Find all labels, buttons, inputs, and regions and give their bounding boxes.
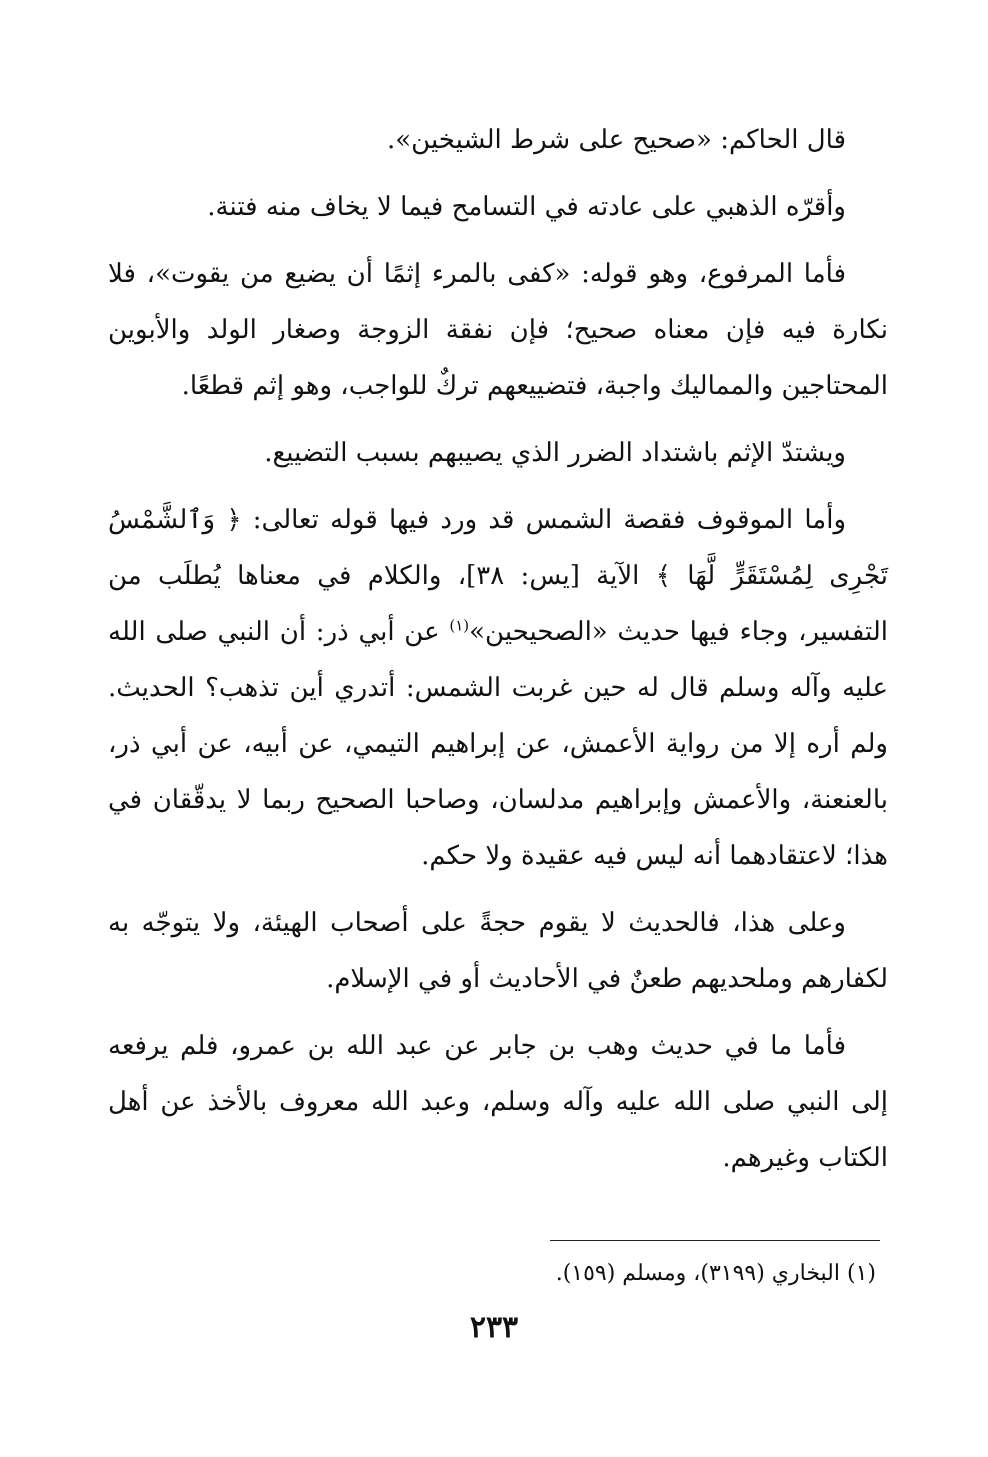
page-body [108, 112, 888, 1197]
paragraph-marfu: فأما المرفوع، وهو قوله: «كفى بالمرء إثمًا أن يضيع من يقوت»، فلا نكارة فيه فإن معناه صحيح؛ فإن نفقة الزوجة وصغار الولد والأبوين المحتاجين والمماليك واجبة، فتضييعهم تركٌ للواجب، وهو إثم قطعًا. [108, 259, 888, 401]
footnote-marker[interactable]: (١) [449, 616, 470, 635]
paragraph-wahb: فأما ما في حديث وهب بن جابر عن عبد الله بن عمرو، فلم يرفعه إلى النبي صلى الله عليه وآله وسلم، وعبد الله معروف بالأخذ عن أهل الكتاب وغيرهم. [108, 1031, 888, 1173]
page-number: ٢٣٣ [469, 1310, 519, 1345]
paragraph-ala-hadha: وعلى هذا، فالحديث لا يقوم حجةً على أصحاب الهيئة، ولا يتوجّه به لكفارهم وملحديهم طعنٌ في الأحاديث أو في الإسلام. [108, 908, 888, 994]
paragraph-hakim: قال الحاكم: «صحيح على شرط الشيخين». [387, 125, 846, 155]
footnote: (١) البخاري (٣١٩٩)، ومسلم (١٥٩). [555, 1261, 876, 1286]
paragraph-mawquf-rest: عن أبي ذر: أن النبي صلى الله عليه وآله وسلم قال له حين غربت الشمس: أتدري أين تذهب؟ الحديث. ولم أره إلا من رواية الأعمش، عن إبراهيم التيمي، عن أبيه، عن أبي ذر، بالعنعنة، والأعمش وإبراهيم مدلسان، وصاحبا الصحيح ربما لا يدقّقان في هذا؛ لاعتقادهما أنه ليس فيه عقيدة ولا حكم. [108, 617, 888, 871]
paragraph-dhahabi: وأقرّه الذهبي على عادته في التسامح فيما لا يخاف منه فتنة. [207, 192, 846, 222]
paragraph-tashdid: ويشتدّ الإثم باشتداد الضرر الذي يصيبهم بسبب التضييع. [264, 438, 846, 468]
paragraph-mawquf-start: وأما الموقوف فقصة الشمس قد ورد فيها قوله تعالى: ﴿ وَٱلشَّمْسُ تَجْرِى لِمُسْتَقَرٍّ لَّهَا ﴾ الآية [يس: ٣٨]، والكلام في معناها يُطلَب من التفسير، وجاء فيها حديث «الصحيحين» [108, 505, 889, 647]
footnote-divider [550, 1240, 880, 1241]
paragraph-mawquf [108, 492, 888, 884]
